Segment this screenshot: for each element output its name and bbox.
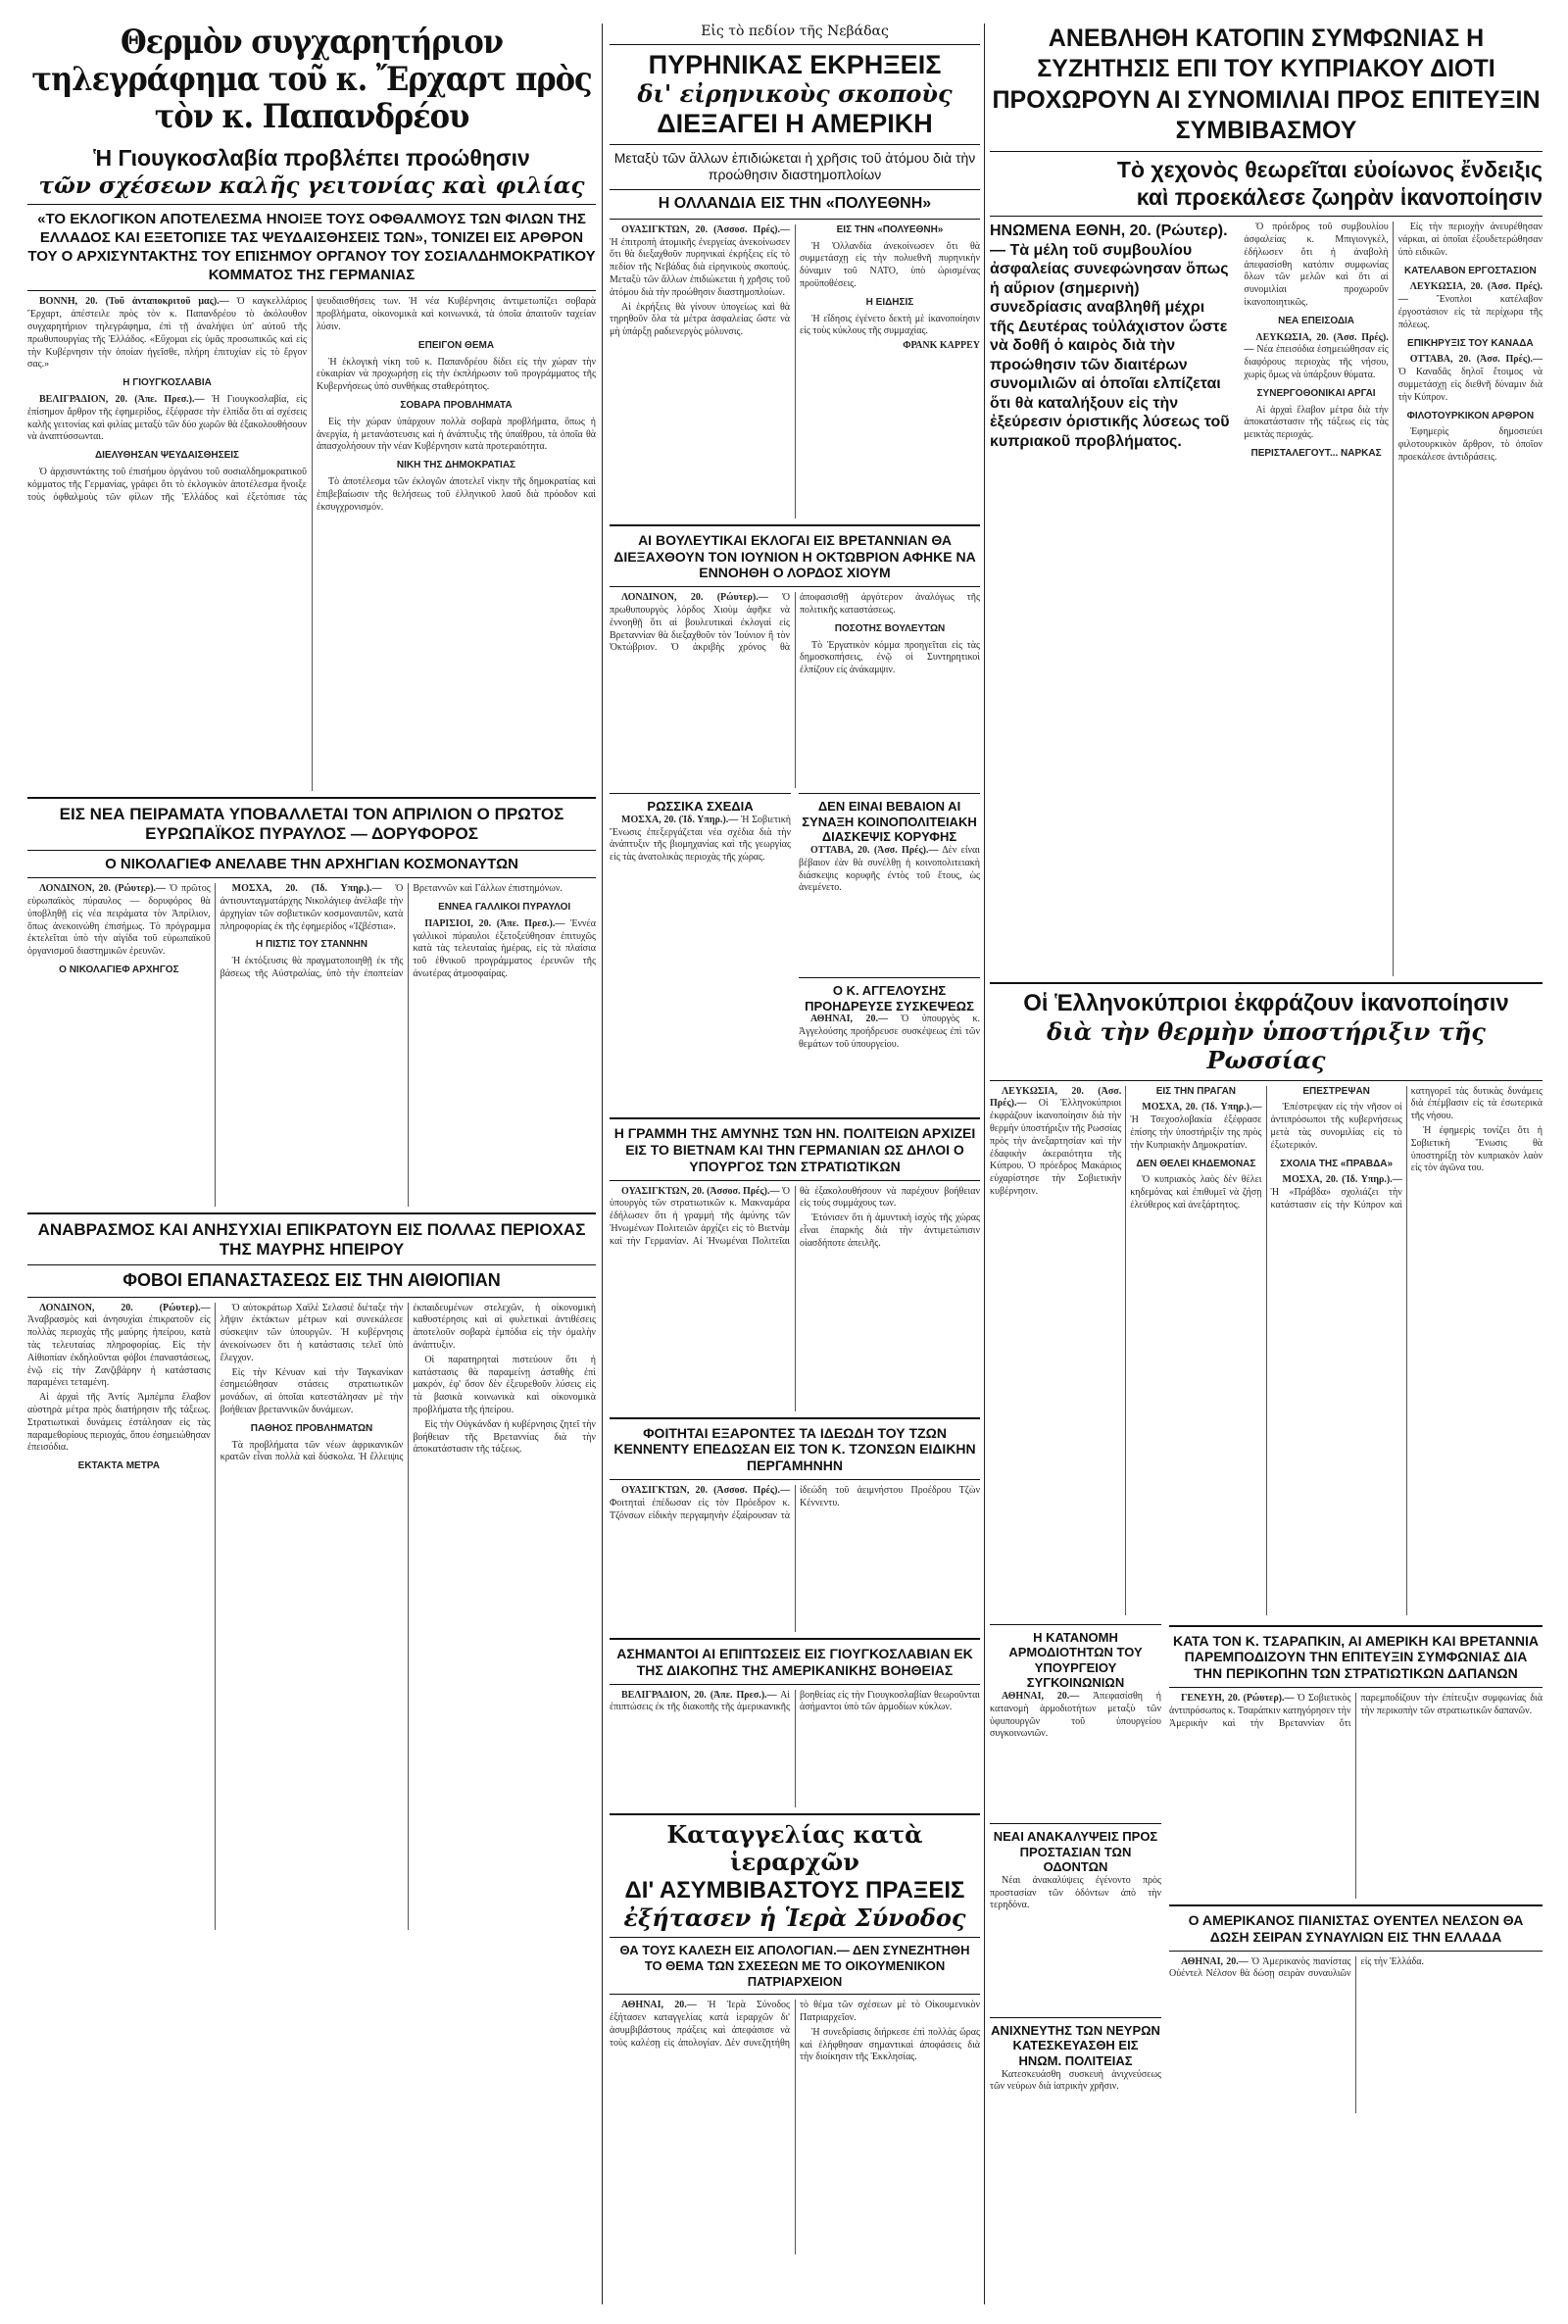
article-body: ΟΥΑΣΙΓΚΤΩΝ, 20. (Ἀσσοσ. Πρές).— Ἡ ἐπιτροπὴ ἀτομικῆς ἐνεργείας ἀνεκοίνωσεν ὅτι θὰ διεξαχθοῦν πυρηνικαὶ ἐκρήξεις εἰς τὸ πεδίον τῆς Νεβάδας διὰ εἰρηνικοὺς σκοπούς. Μεταξὺ τῶν ἄλλων ἐπιδιώκεται ἡ χρῆσις τοῦ ἀτόμου διὰ τὴν προώθησιν διαστημοπλοίων. Αἱ ἐκρήξεις θὰ γίνουν ὑπογείως καὶ θὰ τηρηθοῦν ὅλα τὰ μέτρα ἀσφαλείας ὥστε νὰ μὴ ὑπάρξῃ ραδιενεργὸς μόλυνσις. ΕΙΣ ΤΗΝ «ΠΟΛΥΕΘΝΗ» Ἡ Ὁλλανδία ἀνεκοίνωσεν ὅτι θὰ συμμετάσχῃ εἰς τὴν πολυεθνῆ πυρηνικὴν δύναμιν τοῦ ΝΑΤΟ, ὑπὸ ὡρισμένας προϋποθέσεις. Η ΕΙΔΗΣΙΣ Ἡ εἴδησις ἐγένετο δεκτὴ μὲ ἱκανοποίησιν εἰς τοὺς κύκλους τῆς συμμαχίας. ΦΡΑΝΚ ΚΑΡΡΕΥ [610, 223, 980, 352]
section-heading: Η ΕΙΔΗΣΙΣ [865, 296, 914, 308]
divider [990, 1823, 1161, 1824]
article-body: ΛΕΥΚΩΣΙΑ, 20. (Ἀσσ. Πρές).— Οἱ Ἑλληνοκύπριοι ἐκφράζουν ἱκανοποίησιν διὰ τὴν θερμὴν ὑποστήριξιν τῆς Ρωσσίας πρὸς τὴν ἀνεξαρτησίαν καὶ τὴν ἐδαφικὴν ἀκεραιότητα τῆς Κύπρου. Ὁ πρόεδρος Μακάριος εὐχαρίστησε τὴν Σοβιετικὴν κυβέρνησιν. ΕΙΣ ΤΗΝ ΠΡΑΓΑΝ ΜΟΣΧΑ, 20. (Ἰδ. Υπηρ.).— Ἡ Τσεχοσλοβακία ἐξέφρασε ἐπίσης τὴν ὑποστήριξίν της πρὸς τὴν Κυπριακὴν Δημοκρατίαν. ΔΕΝ ΘΕΛΕΙ ΚΗΔΕΜΟΝΑΣ Ὁ κυπριακὸς λαὸς δὲν θέλει κηδεμόνας καὶ ἐπιθυμεῖ νὰ ζήσῃ ἐλεύθερος καὶ ἀνεξάρτητος. ΕΠΕΣΤΡΕΨΑΝ Ἐπέστρεψαν εἰς τὴν νῆσον οἱ ἀντιπρόσωποι τῆς κυβερνήσεως μετὰ τὰς συνομιλίας εἰς τὸ ἐξωτερικόν. ΣΧΟΛΙΑ ΤΗΣ «ΠΡΑΒΔΑ» ΜΟΣΧΑ, 20. (Ἰδ. Υπηρ.).— Ἡ «Πράβδα» σχολιάζει τὴν κατάστασιν εἰς τὴν Κύπρον καὶ κατηγορεῖ τὰς δυτικὰς δυνάμεις διὰ ἐπέμβασιν εἰς τὰ ἐσωτερικὰ τῆς νήσου. Ἡ ἐφημερὶς τονίζει ὅτι ἡ Σοβιετικὴ Ἕνωσις θὰ ὑποστηρίξῃ τὸν κυπριακὸν λαὸν εἰς τὸν ἀγῶνα του. [990, 1085, 1543, 1211]
section-heading: ΣΥΝΕΡΓΟΘΟΝΙΚΑΙ ΑΡΓΑΙ [1256, 387, 1376, 399]
divider [1169, 1687, 1543, 1688]
story-subheadline: ΦΟΒΟΙ ΕΠΑΝΑΣΤΑΣΕΩΣ ΕΙΣ ΤΗΝ ΑΙΘΙΟΠΙΑΝ [122, 1270, 501, 1291]
byline: ΦΡΑΝΚ ΚΑΡΡΕΥ [903, 340, 980, 352]
divider [610, 1937, 980, 1938]
dateline: ΛΟΝΔΙΝΟΝ, 20. (Ρώυτερ).— [39, 1302, 211, 1313]
column-middle [610, 24, 980, 2304]
kicker: Εἰς τὸ πεδίον τῆς Νεβάδας [701, 24, 889, 39]
article-body: ΜΟΣΧΑ, 20. (Ἰδ. Υπηρ.).— Ἡ Σοβιετικὴ Ἕνωσις ἐπεξεργάζεται νέα σχέδια διὰ τὴν ἀνάπτυξιν τῆς βιομηχανίας καὶ τῆς γεωργίας εἰς τὰς ἀνατολικὰς περιοχὰς τῆς χώρας. [610, 814, 791, 864]
section-heading: ΣΟΒΑΡΑ ΠΡΟΒΛΗΜΑΤΑ [400, 400, 513, 411]
divider [1169, 1625, 1543, 1627]
story-headline: ἐξήτασεν ἡ Ἱερὰ Σύνοδος [623, 1903, 966, 1932]
divider [27, 1212, 596, 1214]
section-heading: ΕΠΙΚΗΡΥΞΙΣ ΤΟΥ ΚΑΝΑΔΑ [1407, 337, 1534, 349]
story-headline: ΑΙ ΒΟΥΛΕΥΤΙΚΑΙ ΕΚΛΟΓΑΙ ΕΙΣ ΒΡΕΤΑΝΝΙΑΝ ΘΑ ΔΙΕΞΑΧΘΟΥΝ ΤΟΝ ΙΟΥΝΙΟΝ Η ΟΚΤΩΒΡΙΟΝ ΑΦΗΚΕ ΝΑ ΕΝΝΟΗΘΗ Ο ΛΟΡΔΟΣ ΧΙΟΥΜ [613, 531, 976, 581]
section-heading: ΕΠΕΣΤΡΕΨΑΝ [1302, 1085, 1370, 1097]
story-headline: ΑΝΙΧΝΕΥΤΗΣ ΤΩΝ ΝΕΥΡΩΝ ΚΑΤΕΣΚΕΥΑΣΘΗ ΕΙΣ ΗΝΩΜ. ΠΟΛΙΤΕΙΑΣ [991, 2022, 1160, 2068]
divider [990, 151, 1543, 152]
story-headline: ΦΟΙΤΗΤΑΙ ΕΞΑΡΟΝΤΕΣ ΤΑ ΙΔΕΩΔΗ ΤΟΥ ΤΖΩΝ ΚΕΝΝΕΝΤΥ ΕΠΕΔΩΣΑΝ ΕΙΣ ΤΟΝ Κ. ΤΖΟΝΣΩΝ ΕΙΔΙΚΗΝ ΠΕΡΓΑΜΗΝΗΝ [613, 1424, 976, 1474]
article-body: Ὁ πρόεδρος τοῦ συμβουλίου ἀσφαλείας κ. Μπιγιονγκέλ, ἐδήλωσεν ὅτι ἡ ἀναβολὴ ἀπεφασίσθη κατόπιν συμφωνίας ὅλων τῶν μελῶν καὶ ὅτι αἱ συνομιλίαι προχωροῦν ἱκανοποιητικῶς. ΝΕΑ ΕΠΕΙΣΟΔΙΑ ΛΕΥΚΩΣΙΑ, 20. (Ἀσσ. Πρές).— Νέα ἐπεισόδια ἐσημειώθησαν εἰς διαφόρους περιοχὰς τῆς νήσου, χωρὶς ὅμως νὰ ὑπάρξουν θύματα. ΣΥΝΕΡΓΟΘΟΝΙΚΑΙ ΑΡΓΑΙ Αἱ ἀρχαὶ ἔλαβον μέτρα διὰ τὴν ἀποκατάστασιν τῆς τάξεως εἰς τὰς μεικτὰς περιοχάς. ΠΕΡΙΣΤΑΛΕΓΟΥΤ... ΝΑΡΚΑΣ Εἰς τὴν περιοχὴν ἀνευρέθησαν νάρκαι, αἱ ὁποῖαι ἐξουδετερώθησαν ὑπὸ ειδικῶν. ΚΑΤΕΛΑΒΟΝ ΕΡΓΟΣΤΑΣΙΟΝ ΛΕΥΚΩΣΙΑ, 20. (Ἀσσ. Πρές).— Ἔνοπλοι κατέλαβον ἐργοστάσιον εἰς τὰ περίχωρα τῆς πόλεως. ΕΠΙΚΗΡΥΞΙΣ ΤΟΥ ΚΑΝΑΔΑ ΟΤΤΑΒΑ, 20. (Ἀσσ. Πρές).— Ὁ Καναδᾶς δηλοῖ ἕτοιμος νὰ συμμετάσχῃ εἰς διεθνῆ δύναμιν διὰ τὴν Κύπρον. ΦΙΛΟΤΟΥΡΚΙΚΟΝ ΑΡΘΡΟΝ Ἐφημερὶς δημοσιεύει φιλοτουρκικὸν ἄρθρον, τὸ ὁποῖον προεκάλεσε ἀντιδράσεις. [1244, 222, 1543, 463]
story-headline: Η ΚΑΤΑΝΟΜΗ ΑΡΜΟΔΙΟΤΗΤΩΝ ΤΟΥ ΥΠΟΥΡΓΕΙΟΥ ΣΥΓΚΟΙΝΩΝΙΩΝ [1008, 1629, 1143, 1691]
section-heading: ΕΙΣ ΤΗΝ «ΠΟΛΥΕΘΝΗ» [836, 223, 944, 235]
divider [990, 982, 1543, 984]
article-body: ΛΟΝΔΙΝΟΝ, 20. (Ρώυτερ).— Ὁ πρῶτος εὐρωπαϊκὸς πύραυλος — δορυφόρος θὰ ὑποβληθῇ εἰς νέα πειράματα τὸν Ἀπρίλιον, ὅπως ἀνεκοινώθη ἐπισήμως. Τὸ πρόγραμμα ἐκτελεῖται ὑπὸ τὴν αἰγίδα τοῦ εὐρωπαϊκοῦ ὀργανισμοῦ διαστημικῶν ἐρευνῶν. Ο ΝΙΚΟΛΑΓΙΕΦ ΑΡΧΗΓΟΣ ΜΟΣΧΑ, 20. (Ἰδ. Υπηρ.).— Ὁ ἀντισυνταγματάρχης Νικολάγιεφ ἀνέλαβε τὴν ἀρχηγίαν τῶν σοβιετικῶν κοσμοναυτῶν, κατὰ πληροφορίας ἐκ τῆς ἐφημερίδος «Ἰζβέστια». Η ΠΙΣΤΙΣ ΤΟΥ ΣΤΑΝΝΗΝ Ἡ ἐκτόξευσις θὰ πραγματοποιηθῇ ἐκ τῆς βάσεως τῆς Αὐστραλίας, ὑπὸ τὴν ἐποπτείαν Βρεταννῶν καὶ Γάλλων ἐπιστημόνων. ΕΝΝΕΑ ΓΑΛΛΙΚΟΙ ΠΥΡΑΥΛΟΙ ΠΑΡΙΣΙΟΙ, 20. (Ἀπε. Πρεσ.).— Ἐννέα γαλλικοὶ πύραυλοι ἐξετοξεύθησαν ἐπιτυχῶς κατὰ τὰς τελευταίας ἡμέρας, εἰς τὰ πλαίσια τοῦ ἐθνικοῦ προγράμματος ἐρευνῶν τῆς ἀνωτέρας ἀτμοσφαίρας. [27, 883, 596, 979]
section-heading: Η ΓΙΟΥΓΚΟΣΛΑΒΙΑ [122, 377, 212, 389]
article-body: ΑΘΗΝΑΙ, 20.— Ἀπεφασίσθη ἡ κατανομὴ ἁρμοδιοτήτων μεταξὺ τῶν ὑφυπουργῶν τοῦ ὑπουργείου συγκοινωνιῶν. [990, 1690, 1161, 1740]
divider [610, 586, 980, 587]
story-headline: διὰ τὴν θερμὴν ὑποστήριξιν τῆς Ρωσσίας [1047, 1016, 1486, 1074]
story-subheadline: Η ΟΛΛΑΝΔΙΑ ΕΙΣ ΤΗΝ «ΠΟΛΥΕΘΝΗ» [658, 194, 932, 212]
article-body: ΒΟΝΝΗ, 20. (Τοῦ ἀνταποκριτοῦ μας).— Ὁ καγκελλάριος Ἔρχαρτ, ἀπέστειλε πρὸς τὸν κ. Παπανδρέου τὸ ἀκόλουθον συγχαρητήριον τηλεγράφημα, ἐπὶ τῇ ἀναλήψει ὑπ' αὐτοῦ τῆς πρωθυπουργίας τῆς Ἑλλάδος. «Εὔχομαι εἰς ὑμᾶς προσωπικῶς καὶ εἰς τὴν Κυβέρνησιν τὴν ὁποίαν ἡγεῖσθε, πλήρη ἐπιτυχίαν εἰς τὸ ἔργον σας.» Η ΓΙΟΥΓΚΟΣΛΑΒΙΑ ΒΕΛΙΓΡΑΔΙΟΝ, 20. (Ἀπε. Πρεσ.).— Ἡ Γιουγκοσλαβία, εἰς ἐπίσημον ἄρθρον τῆς ἐφημερίδος, ἐξέφρασε τὴν ἐλπίδα ὅτι αἱ σχέσεις καλῆς γειτονίας καὶ φιλίας μεταξὺ τῶν δύο χωρῶν θὰ ἐξακολουθήσουν νὰ ἀναπτύσσωνται. ΔΙΕΛΥΘΗΣΑΝ ΨΕΥΔΑΙΣΘΗΣΕΙΣ Ὁ ἀρχισυντάκτης τοῦ ἐπισήμου ὀργάνου τοῦ σοσιαλδημοκρατικοῦ κόμματος τῆς Γερμανίας, γράφει ὅτι τὸ ἐκλογικὸν ἀποτέλεσμα ἤνοιξε τοὺς ὀφθαλμοὺς τῶν φίλων τῆς Ἑλλάδος καὶ ἐξετόπισε τὰς ψευδαισθήσεις των. Ἡ νέα Κυβέρνησις ἀντιμετωπίζει σοβαρὰ προβλήματα, οἰκονομικὰ καὶ κοινωνικά, τὰ ὁποῖα ἀπαιτοῦν ταχείαν λύσιν. ΕΠΕΙΓΟΝ ΘΕΜΑ Ἡ ἐκλογικὴ νίκη τοῦ κ. Παπανδρέου δίδει εἰς τὴν χώραν τὴν εὐκαιρίαν νὰ προχωρήσῃ εἰς τὴν ἐκπλήρωσιν τοῦ προγράμματος τῆς Κυβερνήσεως ὑπὸ συνθήκας σταθερότητος. ΣΟΒΑΡΑ ΠΡΟΒΛΗΜΑΤΑ Εἰς τὴν χώραν ὑπάρχουν πολλὰ σοβαρὰ προβλήματα, ὅπως ἡ ἀνεργία, ἡ μετανάστευσις καὶ ἡ ἀνάπτυξις τῆς ὑπαίθρου, τὰ ὁποῖα θὰ ἀπασχολήσουν τὴν νέαν Κυβέρνησιν κατὰ προτεραιότητα. ΝΙΚΗ ΤΗΣ ΔΗΜΟΚΡΑΤΙΑΣ Τὸ ἀποτέλεσμα τῶν ἐκλογῶν ἀποτελεῖ νίκην τῆς δημοκρατίας καὶ ἐπιβεβαίωσιν τῆς θελήσεως τοῦ ἑλληνικοῦ λαοῦ διὰ πρόοδον καὶ ἐκσυγχρονισμόν. [27, 296, 596, 513]
story-subheadline: Ο ΝΙΚΟΛΑΓΙΕΦ ΑΝΕΛΑΒΕ ΤΗΝ ΑΡΧΗΓΙΑΝ ΚΟΣΜΟΝΑΥΤΩΝ [105, 855, 518, 872]
dateline: ΑΘΗΝΑΙ, 20.— [621, 2000, 697, 2011]
dateline: ΟΥΑΣΙΓΚΤΩΝ, 20. (Ἀσσοσ. Πρές).— [621, 1484, 790, 1496]
story-headline: ΔΕΝ ΕΙΝΑΙ ΒΕΒΑΙΟΝ ΑΙ ΣΥΝΑΞΗ ΚΟΙΝΟΠΟΛΙΤΕΙΑΚΗ ΔΙΑΣΚΕΨΙΣ ΚΟΡΥΦΗΣ [802, 799, 977, 845]
sub-headline: τῶν σχέσεων καλῆς γειτονίας καὶ φιλίας [38, 172, 585, 199]
divider [990, 2017, 1161, 2018]
dateline: ΑΘΗΝΑΙ, 20.— [1002, 1690, 1080, 1702]
article-deck: «ΤΟ ΕΚΛΟΓΙΚΟΝ ΑΠΟΤΕΛΕΣΜΑ ΗΝΟΙΞΕ ΤΟΥΣ ΟΦΘΑΛΜΟΥΣ ΤΩΝ ΦΙΛΩΝ ΤΗΣ ΕΛΛΑΔΟΣ ΚΑΙ ΕΞΕΤΟΠΙΣΕ ΤΑΣ ΨΕΥΔΑΙΣΘΗΣΕΙΣ ΤΩΝ», ΤΟΝΙΖΕΙ ΕΙΣ ΑΡΘΡΟΝ ΤΟΥ Ο ΑΡΧΙΣΥΝΤΑΚΤΗΣ ΤΟΥ ΕΠΙΣΗΜΟΥ ΟΡΓΑΝΟΥ ΤΟΥ ΣΟΣΙΑΛΔΗΜΟΚΡΑΤΙΚΟΥ ΚΟΜΜΑΤΟΣ ΤΗΣ ΓΕΡΜΑΝΙΑΣ [27, 211, 596, 283]
story-headline: Οἱ Ἑλληνοκύπριοι ἐκφράζουν ἱκανοποίησιν [1023, 990, 1509, 1017]
dateline: ΠΑΡΙΣΙΟΙ, 20. (Ἀπε. Πρεσ.).— [424, 917, 565, 929]
section-heading: ΕΙΣ ΤΗΝ ΠΡΑΓΑΝ [1155, 1085, 1237, 1097]
divider [27, 290, 596, 291]
article-body: ΛΟΝΔΙΝΟΝ, 20. (Ρώυτερ).— Ἀναβρασμὸς καὶ ἀνησυχίαι ἐπικρατοῦν εἰς πολλὰς περιοχὰς τῆς μαύρης ἠπείρου, κατὰ τὰς τελευταίας πληροφορίας. Εἰς τὴν Αἰθιοπίαν ἐκδηλοῦνται φόβοι ἐπαναστάσεως, ἐνῷ εἰς τὴν Ζανζιβάρην ἡ κατάστασις παραμένει τεταμένη. Αἱ ἀρχαὶ τῆς Ἀντίς Ἀμπέμπα ἔλαβον αὐστηρὰ μέτρα πρὸς διατήρησιν τῆς τάξεως. Στρατιωτικαὶ δυνάμεις ἐστάλησαν εἰς τὰς παραμεθορίους περιοχάς, ὅπου ἐσημειώθησαν ἐπεισόδια. ΕΚΤΑΚΤΑ ΜΕΤΡΑ Ὁ αὐτοκράτωρ Χαϊλὲ Σελασιὲ διέταξε τὴν λῆψιν ἐκτάκτων μέτρων καὶ συνεκάλεσε σύσκεψιν τῶν ὑπουργῶν. Ἡ κυβέρνησις ἀνεκοίνωσεν ὅτι ἡ κατάστασις τελεῖ ὑπὸ ἔλεγχον. Εἰς τὴν Κένυαν καὶ τὴν Ταγκανίκαν ἐσημειώθησαν στάσεις στρατιωτικῶν μονάδων, αἱ ὁποῖαι κατεστάλησαν μὲ τὴν βοήθειαν βρεταννικῶν δυνάμεων. ΠΑΘΗΟΣ ΠΡΟΒΛΗΜΑΤΩΝ Τὰ προβλήματα τῶν νέων ἀφρικανικῶν κρατῶν εἶναι πολλὰ καὶ δύσκολα. Ἡ ἔλλειψις ἐκπαιδευμένων στελεχῶν, ἡ οἰκονομικὴ καθυστέρησις καὶ αἱ φυλετικαὶ ἀντιθέσεις ἀποτελοῦν σοβαρὰ ἐμπόδια εἰς τὴν ὁμαλὴν ἀνάπτυξιν. Οἱ παρατηρηταὶ πιστεύουν ὅτι ἡ κατάστασις θὰ παραμείνῃ ἀσταθὴς ἐπὶ μακρόν, ἐφ' ὅσον δὲν ἐξευρεθοῦν λύσεις εἰς τὰ βασικὰ κοινωνικὰ καὶ οἰκονομικὰ προβλήματα τῆς ἠπείρου. Εἰς τὴν Οὐγκάνδαν ἡ κυβέρνησις ζητεῖ τὴν βοήθειαν τῆς Βρεταννίας διὰ τὴν ἀποκατάστασιν τῆς τάξεως. [27, 1302, 596, 1472]
section-heading: ΚΑΤΕΛΑΒΟΝ ΕΡΓΟΣΤΑΣΙΟΝ [1403, 265, 1537, 276]
story-headline: Ο Κ. ΑΓΓΕΛΟΥΣΗΣ ΠΡΟΗΔΡΕΥΣΕ ΣΥΣΚΕΨΕΩΣ [805, 982, 974, 1014]
dateline: ΜΟΣΧΑ, 20. (Ἰδ. Υπηρ.).— [1142, 1102, 1262, 1113]
story-headline: ΚΑΤΑ ΤΟΝ Κ. ΤΣΑΡΑΠΚΙΝ, ΑΙ ΑΜΕΡΙΚΗ ΚΑΙ ΒΡΕΤΑΝΝΙΑ ΠΑΡΕΜΠΟΔΙΖΟΥΝ ΤΗΝ ΕΠΙΤΕΥΞΙΝ ΣΥΜΦΩΝΙΑΣ ΔΙΑ ΤΗΝ ΠΕΡΙΚΟΠΗΝ ΤΩΝ ΣΤΡΑΤΙΩΤΙΚΩΝ ΔΑΠΑΝΩΝ [1172, 1632, 1540, 1682]
divider [27, 1297, 596, 1298]
divider [1169, 1951, 1543, 1952]
article-body: ΛΟΝΔΙΝΟΝ, 20. (Ρώυτερ).— Ὁ πρωθυπουργὸς λόρδος Χιοὺμ ἀφῆκε νὰ ἐννοηθῇ ὅτι αἱ βουλευτικαὶ ἐκλογαὶ εἰς Βρεταννίαν θὰ διεξαχθοῦν τὸν Ἰούνιον ἢ τὸν Ὀκτώβριον. Ὁ ἀκριβὴς χρόνος θὰ ἀποφασισθῇ ἀργότερον ἀναλόγως τῆς πολιτικῆς καταστάσεως. ΠΟΣΟΤΗΣ ΒΟΥΛΕΥΤΩΝ Τὸ Ἐργατικὸν κόμμα προηγεῖται εἰς τὰς δημοσκοπήσεις, ἐνῷ οἱ Συντηρητικοὶ ἐλπίζουν εἰς ἀνάκαμψιν. [610, 592, 980, 676]
article-body: ΟΤΤΑΒΑ, 20. (Ἀσσ. Πρές).— Δὲν εἶναι βέβαιον ἐὰν θὰ συνέλθῃ ἡ κοινοπολιτειακὴ διάσκεψις κορυφῆς ἐντὸς τοῦ ἔτους, ὡς ἀνεμένετο. [799, 844, 980, 894]
story-headline: ΔΙ' ΑΣΥΜΒΙΒΑΣΤΟΥΣ ΠΡΑΞΕΙΣ [624, 1877, 965, 1904]
column-rule [984, 24, 985, 2304]
divider [990, 1080, 1543, 1081]
article-body: ΑΘΗΝΑΙ, 20.— Ὁ ὑπουργὸς κ. Ἀγγελούσης προήδρευσε συσκέψεως ἐπὶ τῶν θεμάτων τοῦ ὑπουργείου. [799, 1014, 980, 1050]
story-deck: ΘΑ ΤΟΥΣ ΚΑΛΕΣΗ ΕΙΣ ΑΠΟΛΟΓΙΑΝ.— ΔΕΝ ΣΥΝΕΖΗΤΗΘΗ ΤΟ ΘΕΜΑ ΤΩΝ ΣΧΕΣΕΩΝ ΜΕ ΤΟ ΟΙΚΟΥΜΕΝΙΚΟΝ ΠΑΤΡΙΑΡΧΕΙΟΝ [619, 1943, 970, 1989]
divider [990, 216, 1543, 217]
article-body: Κατεσκευάσθη συσκευὴ ἀνιχνεύσεως τῶν νεύρων διὰ ἰατρικὴν χρῆσιν. [990, 2068, 1161, 2093]
lead-article [990, 222, 1543, 976]
section-heading: ΔΙΕΛΥΘΗΣΑΝ ΨΕΥΔΑΙΣΘΗΣΕΙΣ [94, 450, 240, 462]
dateline: ΑΘΗΝΑΙ, 20.— [810, 1014, 888, 1025]
dateline: ΟΥΑΣΙΓΚΤΩΝ, 20. (Ἀσσοσ. Πρές).— [621, 223, 790, 235]
divider [610, 1180, 980, 1181]
divider [610, 793, 791, 794]
story-headline: Καταγγελίας κατὰ ἱεραρχῶν [666, 1819, 923, 1877]
column-rule [602, 24, 603, 2304]
story-headline: ΑΣΗΜΑΝΤΟΙ ΑΙ ΕΠΙΠΤΩΣΕΙΣ ΕΙΣ ΓΙΟΥΓΚΟΣΛΑΒΙΑΝ ΕΚ ΤΗΣ ΔΙΑΚΟΠΗΣ ΤΗΣ ΑΜΕΡΙΚΑΝΙΚΗΣ ΒΟΗΘΕΙΑΣ [616, 1645, 973, 1678]
article-body: ΑΘΗΝΑΙ, 20.— Ὁ Ἀμερικανὸς πιανίστας Οὐέντελ Νέλσον θὰ δώσῃ σειρὰν συναυλιῶν εἰς τὴν Ἑλλάδα. [1169, 1955, 1424, 1980]
divider [610, 1417, 980, 1419]
main-headline: ΠΥΡΗΝΙΚΑΣ ΕΚΡΗΞΕΙΣ [648, 50, 942, 79]
article-body: Νέαι ἀνακαλύψεις ἐγένοντο πρὸς προστασίαν τῶν ὀδόντων ἀπὸ τὴν τερηδόνα. [990, 1874, 1161, 1911]
section-heading: ΝΙΚΗ ΤΗΣ ΔΗΜΟΚΡΑΤΙΑΣ [396, 460, 516, 471]
divider [1169, 1904, 1543, 1906]
article-deck: Μεταξὺ τῶν ἄλλων ἐπιδιώκεται ἡ χρῆσις τοῦ ἀτόμου διὰ τὴν προώθησιν διαστημοπλοίων [613, 149, 976, 183]
article-body: ΑΘΗΝΑΙ, 20.— Ἡ Ἱερὰ Σύνοδος ἐξήτασεν καταγγελίας κατὰ ἱεραρχῶν δι' ἀσυμβιβάστους πράξεις καὶ ἀπεφάσισε νὰ τοὺς καλέσῃ εἰς ἀπολογίαν. Δὲν συνεζητήθη τὸ θέμα τῶν σχέσεων μὲ τὸ Οἰκουμενικὸν Πατριαρχεῖον. Ἡ συνεδρίασις διήρκεσε ἐπὶ πολλὰς ὥρας καὶ ἐλήφθησαν σημαντικαὶ ἀποφάσεις διὰ τὴν διοίκησιν τῆς Ἐκκλησίας. [610, 2000, 980, 2063]
main-headline: ΔΙΕΞΑΓΕΙ Η ΑΜΕΡΙΚΗ [657, 108, 933, 138]
dateline: ΜΟΣΧΑ, 20. (Ἰδ. Υπηρ.).— [1282, 1174, 1402, 1186]
story-headline: Ο ΑΜΕΡΙΚΑΝΟΣ ΠΙΑΝΙΣΤΑΣ ΟΥΕΝΤΕΛ ΝΕΛΣΟΝ ΘΑ ΔΩΣΗ ΣΕΙΡΑΝ ΣΥΝΑΥΛΙΩΝ ΕΙΣ ΤΗΝ ΕΛΛΑΔΑ [1188, 1911, 1524, 1945]
sub-headline: Τὸ χεχονὸς θεωρεῖται εὐοίωνος ἔνδειξις [1116, 157, 1543, 182]
divider [610, 1479, 980, 1480]
section-heading: ΠΑΘΗΟΣ ΠΡΟΒΛΗΜΑΤΩΝ [250, 1422, 373, 1434]
dateline: ΜΟΣΧΑ, 20. (Ἰδ. Υπηρ.).— [231, 883, 382, 895]
dateline: ΟΥΑΣΙΓΚΤΩΝ, 20. (Ἀσσοσ. Πρές).— [621, 1185, 780, 1197]
section-heading: ΔΕΝ ΘΕΛΕΙ ΚΗΔΕΜΟΝΑΣ [1136, 1158, 1256, 1169]
dateline: ΛΕΥΚΩΣΙΑ, 20. (Ἀσσ. Πρές).— [1244, 331, 1389, 356]
story-headline: ΝΕΑΙ ΑΝΑΚΑΛΥΨΕΙΣ ΠΡΟΣ ΠΡΟΣΤΑΣΙΑΝ ΤΩΝ ΟΔΟΝΤΩΝ [993, 1828, 1158, 1875]
dateline: ΟΤΤΑΒΑ, 20. (Ἀσσ. Πρές).— [810, 844, 939, 856]
section-heading: ΕΚΤΑΚΤΑ ΜΕΤΡΑ [77, 1460, 160, 1472]
dateline: ΜΟΣΧΑ, 20. (Ἰδ. Υπηρ.).— [621, 814, 739, 825]
dateline: ΛΕΥΚΩΣΙΑ, 20. (Ἀσσ. Πρές).— [990, 1085, 1122, 1110]
dateline: ΛΟΝΔΙΝΟΝ, 20. (Ρώυτερ).— [39, 883, 167, 895]
article-body: ΒΕΛΙΓΡΑΔΙΟΝ, 20. (Ἀπε. Πρεσ.).— Αἱ ἐπιπτώσεις ἐκ τῆς διακοπῆς τῆς ἀμερικανικῆς βοηθείας εἰς τὴν Γιουγκοσλαβίαν θεωροῦνται ἀσήμαντοι ὑπὸ τῶν ἁρμοδίων κύκλων. [610, 1689, 980, 1713]
divider [610, 144, 980, 145]
dateline: ΒΕΛΙΓΡΑΔΙΟΝ, 20. (Ἀπε. Πρεσ.).— [621, 1689, 777, 1701]
section-heading: ΠΕΡΙΣΤΑΛΕΓΟΥΤ... ΝΑΡΚΑΣ [1250, 447, 1382, 459]
section-heading: ΕΝΝΕΑ ΓΑΛΛΙΚΟΙ ΠΥΡΑΥΛΟΙ [438, 902, 571, 913]
section-heading: Ο ΝΙΚΟΛΑΓΙΕΦ ΑΡΧΗΓΟΣ [59, 964, 179, 975]
main-headline: ΑΝΕΒΛΗΘΗ ΚΑΤΟΠΙΝ ΣΥΜΦΩΝΙΑΣ Η ΣΥΖΗΤΗΣΙΣ ΕΠΙ ΤΟΥ ΚΥΠΡΙΑΚΟΥ ΔΙΟΤΙ ΠΡΟΧΩΡΟΥΝ ΑΙ ΣΥΝΟΜΙΛΙΑΙ ΠΡΟΣ ΕΠΙΤΕΥΞΙΝ ΣΥΜΒΙΒΑΣΜΟΥ [992, 25, 1541, 144]
story-headline: ΑΝΑΒΡΑΣΜΟΣ ΚΑΙ ΑΝΗΣΥΧΙΑΙ ΕΠΙΚΡΑΤΟΥΝ ΕΙΣ ΠΟΛΛΑΣ ΠΕΡΙΟΧΑΣ ΤΗΣ ΜΑΥΡΗΣ ΗΠΕΙΡΟΥ [37, 1220, 586, 1260]
dateline: ΟΤΤΑΒΑ, 20. (Ἀσσ. Πρές).— [1409, 354, 1543, 366]
divider [610, 219, 980, 220]
dateline: ΛΟΝΔΙΝΟΝ, 20. (Ρώυτερ).— [621, 592, 768, 604]
main-headline: δι' εἰρηνικοὺς σκοποὺς [637, 79, 953, 109]
dateline: ΓΕΝΕΥΗ, 20. (Ρώυτερ).— [1181, 1692, 1295, 1704]
story-headline: ΕΙΣ ΝΕΑ ΠΕΙΡΑΜΑΤΑ ΥΠΟΒΑΛΛΕΤΑΙ ΤΟΝ ΑΠΡΙΛΙΟΝ Ο ΠΡΩΤΟΣ ΕΥΡΩΠΑΪΚΟΣ ΠΥΡΑΥΛΟΣ — ΔΟΡΥΦΟΡΟΣ [59, 805, 564, 844]
divider [610, 44, 980, 45]
dateline: ΒΟΝΝΗ, 20. (Τοῦ ἀνταποκριτοῦ μας).— [39, 296, 229, 308]
divider [610, 189, 980, 190]
column-right [990, 24, 1543, 2304]
column-left [27, 24, 596, 2304]
divider [610, 1994, 980, 1995]
divider [27, 877, 596, 878]
divider [610, 1813, 980, 1815]
section-heading: ΕΠΕΙΓΟΝ ΘΕΜΑ [417, 339, 495, 351]
section-heading: Η ΠΙΣΤΙΣ ΤΟΥ ΣΤΑΝΝΗΝ [255, 939, 368, 951]
divider [610, 524, 980, 526]
article-body: ΓΕΝΕΥΗ, 20. (Ρώυτερ).— Ὁ Σοβιετικὸς ἀντιπρόσωπος κ. Τσαράπκιν κατηγόρησεν τὴν Ἀμερικὴν καὶ τὴν Βρεταννίαν ὅτι παρεμποδίζουν τὴν ἐπίτευξιν συμφωνίας διὰ τὴν περικοπὴν τῶν στρατιωτικῶν δαπανῶν. [1169, 1692, 1543, 1729]
divider [27, 204, 596, 205]
section-heading: ΣΧΟΛΙΑ ΤΗΣ «ΠΡΑΒΔΑ» [1280, 1158, 1394, 1169]
sub-headline: Ἡ Γιουγκοσλαβία προβλέπει προώθησιν [93, 145, 530, 172]
divider [27, 797, 596, 799]
divider [27, 850, 596, 851]
lead-paragraph: ΗΝΩΜΕΝΑ ΕΘΝΗ, 20. (Ρώυτερ).— Τὰ μέλη τοῦ συμβουλίου ἀσφαλείας συνεφώνησαν ὅπως ἡ αὔριον (σημερινὴ) συνεδρίασις αναβληθῆ μέχρι τῆς Δευτέρας τοὐλάχιστον ὥστε νὰ δοθῆ ὁ καιρὸς διὰ τὴν προώθησιν τῶν διαιτέρων συνομιλιῶν αἱ ὁποῖαι ελπίζεται ὅτι θὰ καταλήξουν εἰς τὴν ἐξεύρεσιν ὁριστικῆς λύσεως τοῦ κυπριακοῦ προβλήματος. [990, 223, 1230, 450]
divider [799, 977, 980, 978]
dateline: ΛΕΥΚΩΣΙΑ, 20. (Ἀσσ. Πρές).— [1397, 281, 1543, 306]
divider [27, 1264, 596, 1265]
story-pair [610, 788, 980, 1112]
section-heading: ΝΕΑ ΕΠΕΙΣΟΔΙΑ [1278, 315, 1355, 326]
story-pair [990, 1619, 1543, 2167]
divider [799, 793, 980, 794]
sub-headline: καὶ προεκάλεσε ζωηρὰν ἱκανοποίησιν [1136, 183, 1543, 210]
article-body: ΟΥΑΣΙΓΚΤΩΝ, 20. (Ἀσσοσ. Πρές).— Ὁ ὑπουργὸς τῶν στρατιωτικῶν κ. Μακναμάρα ἐδήλωσεν ὅτι ἡ γραμμὴ τῆς ἀμύνης τῶν Ἡνωμένων Πολιτειῶν ἀρχίζει εἰς τὸ Βιετνὰμ καὶ τὴν Γερμανίαν. Αἱ Ἡνωμέναι Πολιτεῖαι θὰ ἐξακολουθήσουν νὰ παρέχουν βοήθειαν εἰς τοὺς συμμάχους των. Ἐτόνισεν ὅτι ἡ ἀμυντικὴ ἰσχὺς τῆς χώρας εἶναι ἐπαρκὴς διὰ τὴν ἀντιμετώπισιν οἱασδήποτε ἀπειλῆς. [610, 1185, 980, 1249]
divider [610, 1117, 980, 1119]
story-headline: ΡΩΣΣΙΚΑ ΣΧΕΔΙΑ [647, 799, 754, 815]
article-body: ΟΥΑΣΙΓΚΤΩΝ, 20. (Ἀσσοσ. Πρές).— Φοιτηταὶ ἐπέδωσαν εἰς τὸν Πρόεδρον κ. Τζόνσων εἰδικὴν περγαμηνὴν ἐξαίρουσαν τὰ ἰδεώδη τοῦ ἀειμνήστου Προέδρου Τζὼν Κέννεντυ. [610, 1484, 980, 1521]
dateline: ΒΕΛΙΓΡΑΔΙΟΝ, 20. (Ἀπε. Πρεσ.).— [39, 394, 205, 405]
main-headline: Θερμὸν συγχαρητήριον τηλεγράφημα τοῦ κ. Ἔρχαρτ πρὸς τὸν κ. Παπανδρέου [31, 24, 592, 137]
divider [610, 1638, 980, 1640]
dateline: ΑΘΗΝΑΙ, 20.— [1181, 1955, 1249, 1967]
section-heading: ΠΟΣΟΤΗΣ ΒΟΥΛΕΥΤΩΝ [834, 622, 946, 634]
divider [610, 1684, 980, 1685]
divider [990, 1624, 1161, 1625]
story-headline: Η ΓΡΑΜΜΗ ΤΗΣ ΑΜΥΝΗΣ ΤΩΝ ΗΝ. ΠΟΛΙΤΕΙΩΝ ΑΡΧΙΖΕΙ ΕΙΣ ΤΟ ΒΙΕΤΝΑΜ ΚΑΙ ΤΗΝ ΓΕΡΜΑΝΙΑΝ ΩΣ ΔΗΛΟΙ Ο ΥΠΟΥΡΓΟΣ ΤΩΝ ΣΤΡΑΤΙΩΤΙΚΩΝ [613, 1125, 976, 1174]
section-heading: ΦΙΛΟΤΟΥΡΚΙΚΟΝ ΑΡΘΡΟΝ [1406, 410, 1535, 421]
